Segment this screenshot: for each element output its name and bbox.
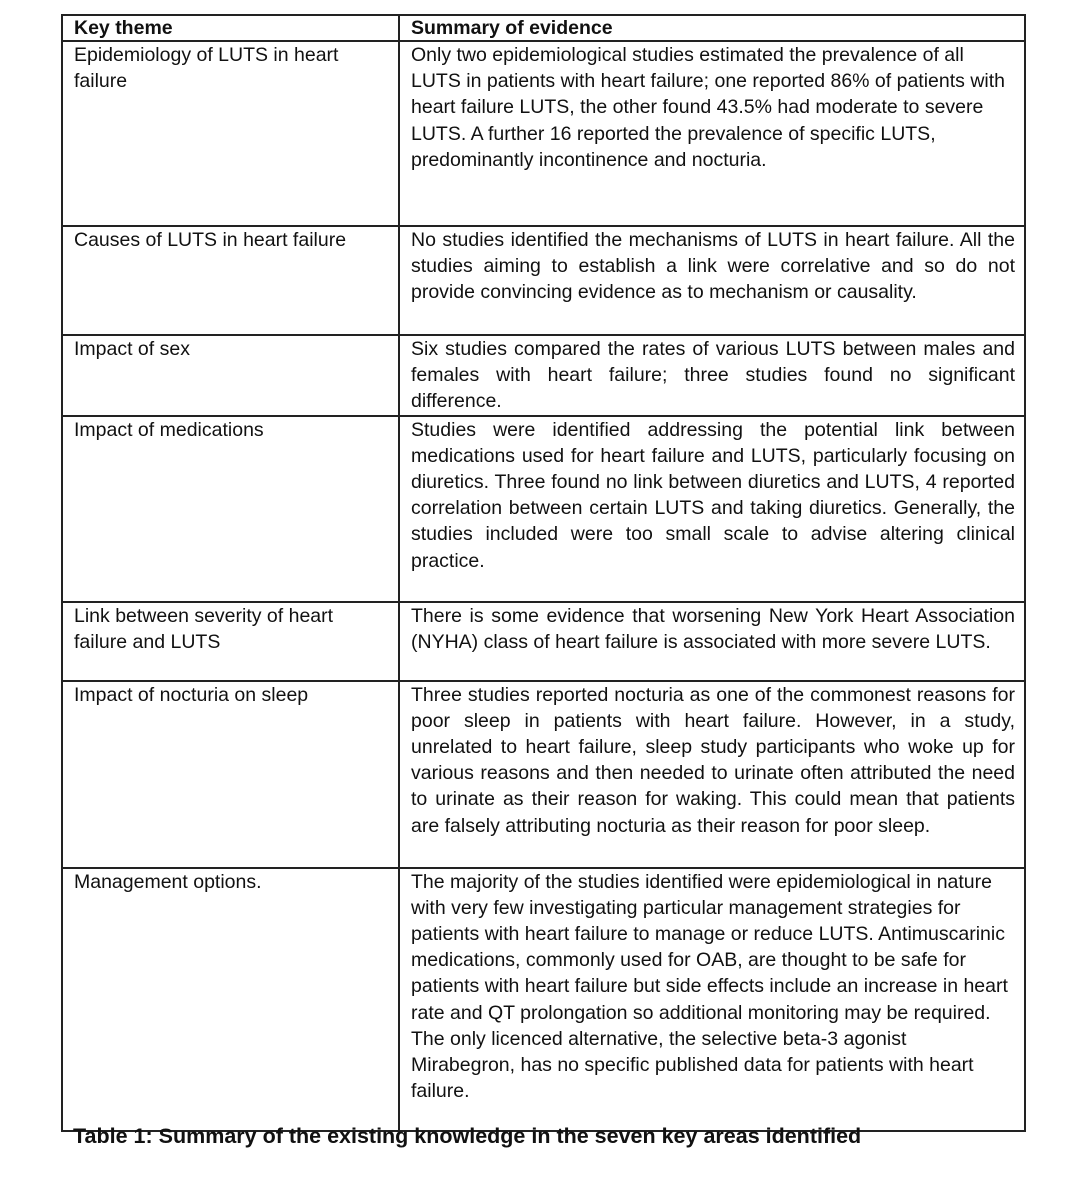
table-row xyxy=(62,602,1025,681)
table-caption: Table 1: Summary of the existing knowledge in the seven key areas identified xyxy=(73,1124,862,1148)
theme-cell: Impact of sex xyxy=(62,335,399,416)
table-row xyxy=(62,681,1025,868)
evidence-cell: No studies identified the mechanisms of LUTS in heart failure. All the studies aiming to establish a link were correlative and so do not provide convincing evidence as to mechanism or causality. xyxy=(399,226,1025,335)
header-summary-of-evidence: Summary of evidence xyxy=(399,15,1025,41)
table-row xyxy=(62,41,1025,226)
theme-cell: Impact of nocturia on sleep xyxy=(62,681,399,868)
evidence-cell: Studies were identified addressing the potential link between medications used for heart failure and LUTS, particularly focusing on diuretics. Three found no link between diuretics and LUTS, 4 reported correlation between certain LUTS and taking diuretics. Generally, the studies included were too small scale to advise altering clinical practice. xyxy=(399,416,1025,602)
evidence-table-container xyxy=(61,14,1024,1132)
table-row xyxy=(62,868,1025,1131)
theme-cell: Causes of LUTS in heart failure xyxy=(62,226,399,335)
table-row xyxy=(62,416,1025,602)
evidence-cell: The majority of the studies identified were epidemiological in nature with very few investigating particular management strategies for patients with heart failure to manage or reduce LUTS. Antimuscarinic medications, commonly used for OAB, are thought to be safe for patients with heart failure but side effects include an increase in heart rate and QT prolongation so additional monitoring may be required. The only licenced alternative, the selective beta-3 agonist Mirabegron, has no specific published data for patients with heart failure. xyxy=(399,868,1025,1131)
theme-cell: Impact of medications xyxy=(62,416,399,602)
theme-cell: Link between severity of heart failure and LUTS xyxy=(62,602,399,681)
theme-cell: Epidemiology of LUTS in heart failure xyxy=(62,41,399,226)
theme-cell: Management options. xyxy=(62,868,399,1131)
header-key-theme: Key theme xyxy=(62,15,399,41)
table-header-row xyxy=(62,15,1025,41)
evidence-cell: Three studies reported nocturia as one of the commonest reasons for poor sleep in patients with heart failure. However, in a study, unrelated to heart failure, sleep study participants who woke up for various reasons and then needed to urinate often attributed the need to urinate as their reason for waking. This could mean that patients are falsely attributing nocturia as their reason for poor sleep. xyxy=(399,681,1025,868)
table-row xyxy=(62,335,1025,416)
evidence-summary-table xyxy=(61,14,1026,1132)
evidence-cell: There is some evidence that worsening New York Heart Association (NYHA) class of heart failure is associated with more severe LUTS. xyxy=(399,602,1025,681)
evidence-cell: Only two epidemiological studies estimated the prevalence of all LUTS in patients with heart failure; one reported 86% of patients with heart failure LUTS, the other found 43.5% had moderate to severe LUTS. A further 16 reported the prevalence of specific LUTS, predominantly incontinence and nocturia. xyxy=(399,41,1025,226)
table-row xyxy=(62,226,1025,335)
evidence-cell: Six studies compared the rates of various LUTS between males and females with heart failure; three studies found no significant difference. xyxy=(399,335,1025,416)
